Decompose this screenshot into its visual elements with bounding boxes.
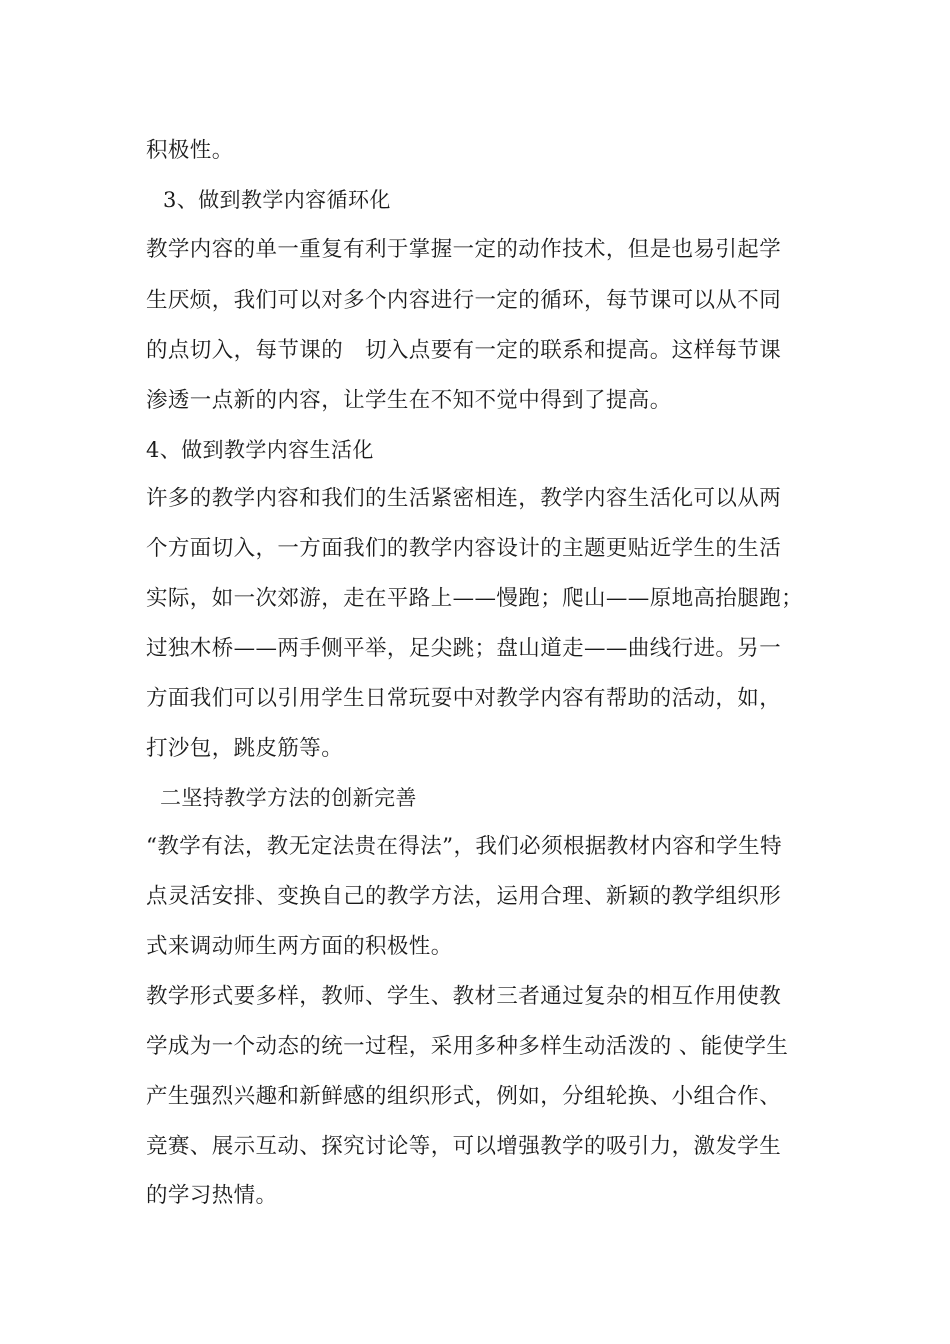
text-line: 积极性。 (146, 138, 234, 163)
section-heading: 4、做到教学内容生活化 (146, 438, 374, 462)
text-line: 许多的教学内容和我们的生活紧密相连，教学内容生活化可以从两 (146, 486, 782, 511)
text-line: 产生强烈兴趣和新鲜感的组织形式，例如，分组轮换、小组合作、 (146, 1084, 782, 1109)
text-line: 实际，如一次郊游，走在平路上——慢跑；爬山——原地高抬腿跑； (146, 586, 804, 611)
text-line: 生厌烦，我们可以对多个内容进行一定的循环，每节课可以从不同 (146, 288, 782, 313)
section-heading: 二坚持教学方法的创新完善 (160, 786, 417, 810)
text-line: 的学习热情。 (146, 1183, 278, 1208)
text-line: “教学有法，教无定法贵在得法”，我们必须根据教材内容和学生特 (146, 834, 782, 859)
text-line: 教学形式要多样，教师、学生、教材三者通过复杂的相互作用使教 (146, 984, 782, 1009)
text-line: 过独木桥——两手侧平举，足尖跳；盘山道走——曲线行进。另一 (146, 636, 782, 661)
text-line: 个方面切入，一方面我们的教学内容设计的主题更贴近学生的生活 (146, 536, 782, 561)
text-line: 的点切入，每节课的 切入点要有一定的联系和提高。这样每节课 (146, 338, 782, 363)
section-heading: 3、做到教学内容循环化 (163, 188, 391, 212)
text-line: 式来调动师生两方面的积极性。 (146, 934, 453, 959)
text-line: 渗透一点新的内容，让学生在不知不觉中得到了提高。 (146, 388, 672, 413)
text-line: 学成为一个动态的统一过程，采用多种多样生动活泼的 、能使学生 (146, 1034, 789, 1059)
text-line: 竞赛、展示互动、探究讨论等，可以增强教学的吸引力，激发学生 (146, 1134, 782, 1159)
text-line: 方面我们可以引用学生日常玩耍中对教学内容有帮助的活动，如， (146, 686, 782, 711)
text-line: 打沙包，跳皮筋等。 (146, 736, 344, 761)
text-line: 点灵活安排、变换自己的教学方法，运用合理、新颖的教学组织形 (146, 884, 782, 909)
text-line: 教学内容的单一重复有利于掌握一定的动作技术，但是也易引起学 (146, 237, 782, 262)
